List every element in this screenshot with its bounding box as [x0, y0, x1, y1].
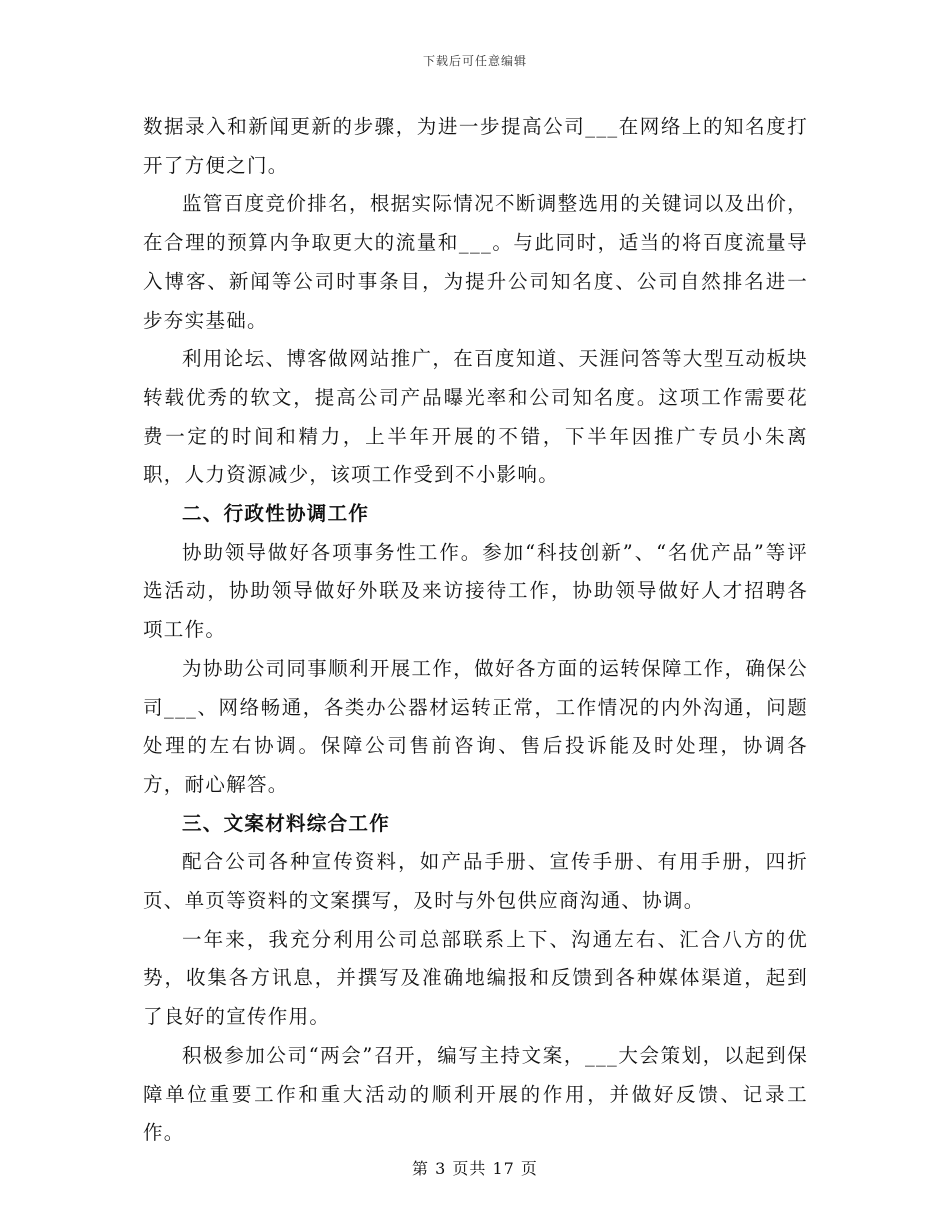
paragraph-two-sessions: 积极参加公司“两会”召开，编写主持文案，___大会策划，以起到保障单位重要工作和重大活动的顺利开展的作用，并做好反馈、记录工作。: [143, 1043, 808, 1145]
paragraph-baidu-bidding: 监管百度竞价排名，根据实际情况不断调整选用的关键词以及出价，在合理的预算内争取更大的流量和___。与此同时，适当的将百度流量导入博客、新闻等公司时事条目，为提升公司知名度、公司自然排名进一步夯实基础。: [143, 192, 808, 332]
paragraph-assist-leadership: 协助领导做好各项事务性工作。参加“科技创新”、“名优产品”等评选活动，协助领导做好外联及来访接待工作，协助领导做好人才招聘各项工作。: [143, 540, 808, 642]
document-body: [143, 108, 808, 1153]
paragraph-operations-support: 为协助公司同事顺利开展工作，做好各方面的运转保障工作，确保公司___、网络畅通，各类办公器材运转正常，工作情况的内外沟通，问题处理的左右协调。保障公司售前咨询、售后投诉能及时处理，协调各方，耐心解答。: [143, 656, 808, 796]
section-heading-copywriting: 三、文案材料综合工作: [182, 811, 391, 835]
page-number: 第 3 页共 17 页: [412, 1159, 538, 1178]
paragraph-information-gathering: 一年来，我充分利用公司总部联系上下、沟通左右、汇合八方的优势，收集各方讯息，并撰写及准确地编报和反馈到各种媒体渠道，起到了良好的宣传作用。: [143, 927, 808, 1029]
paragraph-continuation: 数据录入和新闻更新的步骤，为进一步提高公司___在网络上的知名度打开了方便之门。: [143, 115, 808, 177]
paragraph-promo-materials: 配合公司各种宣传资料，如产品手册、宣传手册、有用手册，四折页、单页等资料的文案撰写，及时与外包供应商沟通、协调。: [143, 850, 808, 913]
page-header: 下载后可任意编辑: [422, 54, 527, 68]
paragraph-forum-promotion: 利用论坛、博客做网站推广，在百度知道、天涯问答等大型互动板块转载优秀的软文，提高公司产品曝光率和公司知名度。这项工作需要花费一定的时间和精力，上半年开展的不错，下半年因推广专员小朱离职，人力资源减少，该项工作受到不小影响。: [143, 347, 808, 487]
section-heading-admin-coordination: 二、行政性协调工作: [182, 502, 370, 526]
